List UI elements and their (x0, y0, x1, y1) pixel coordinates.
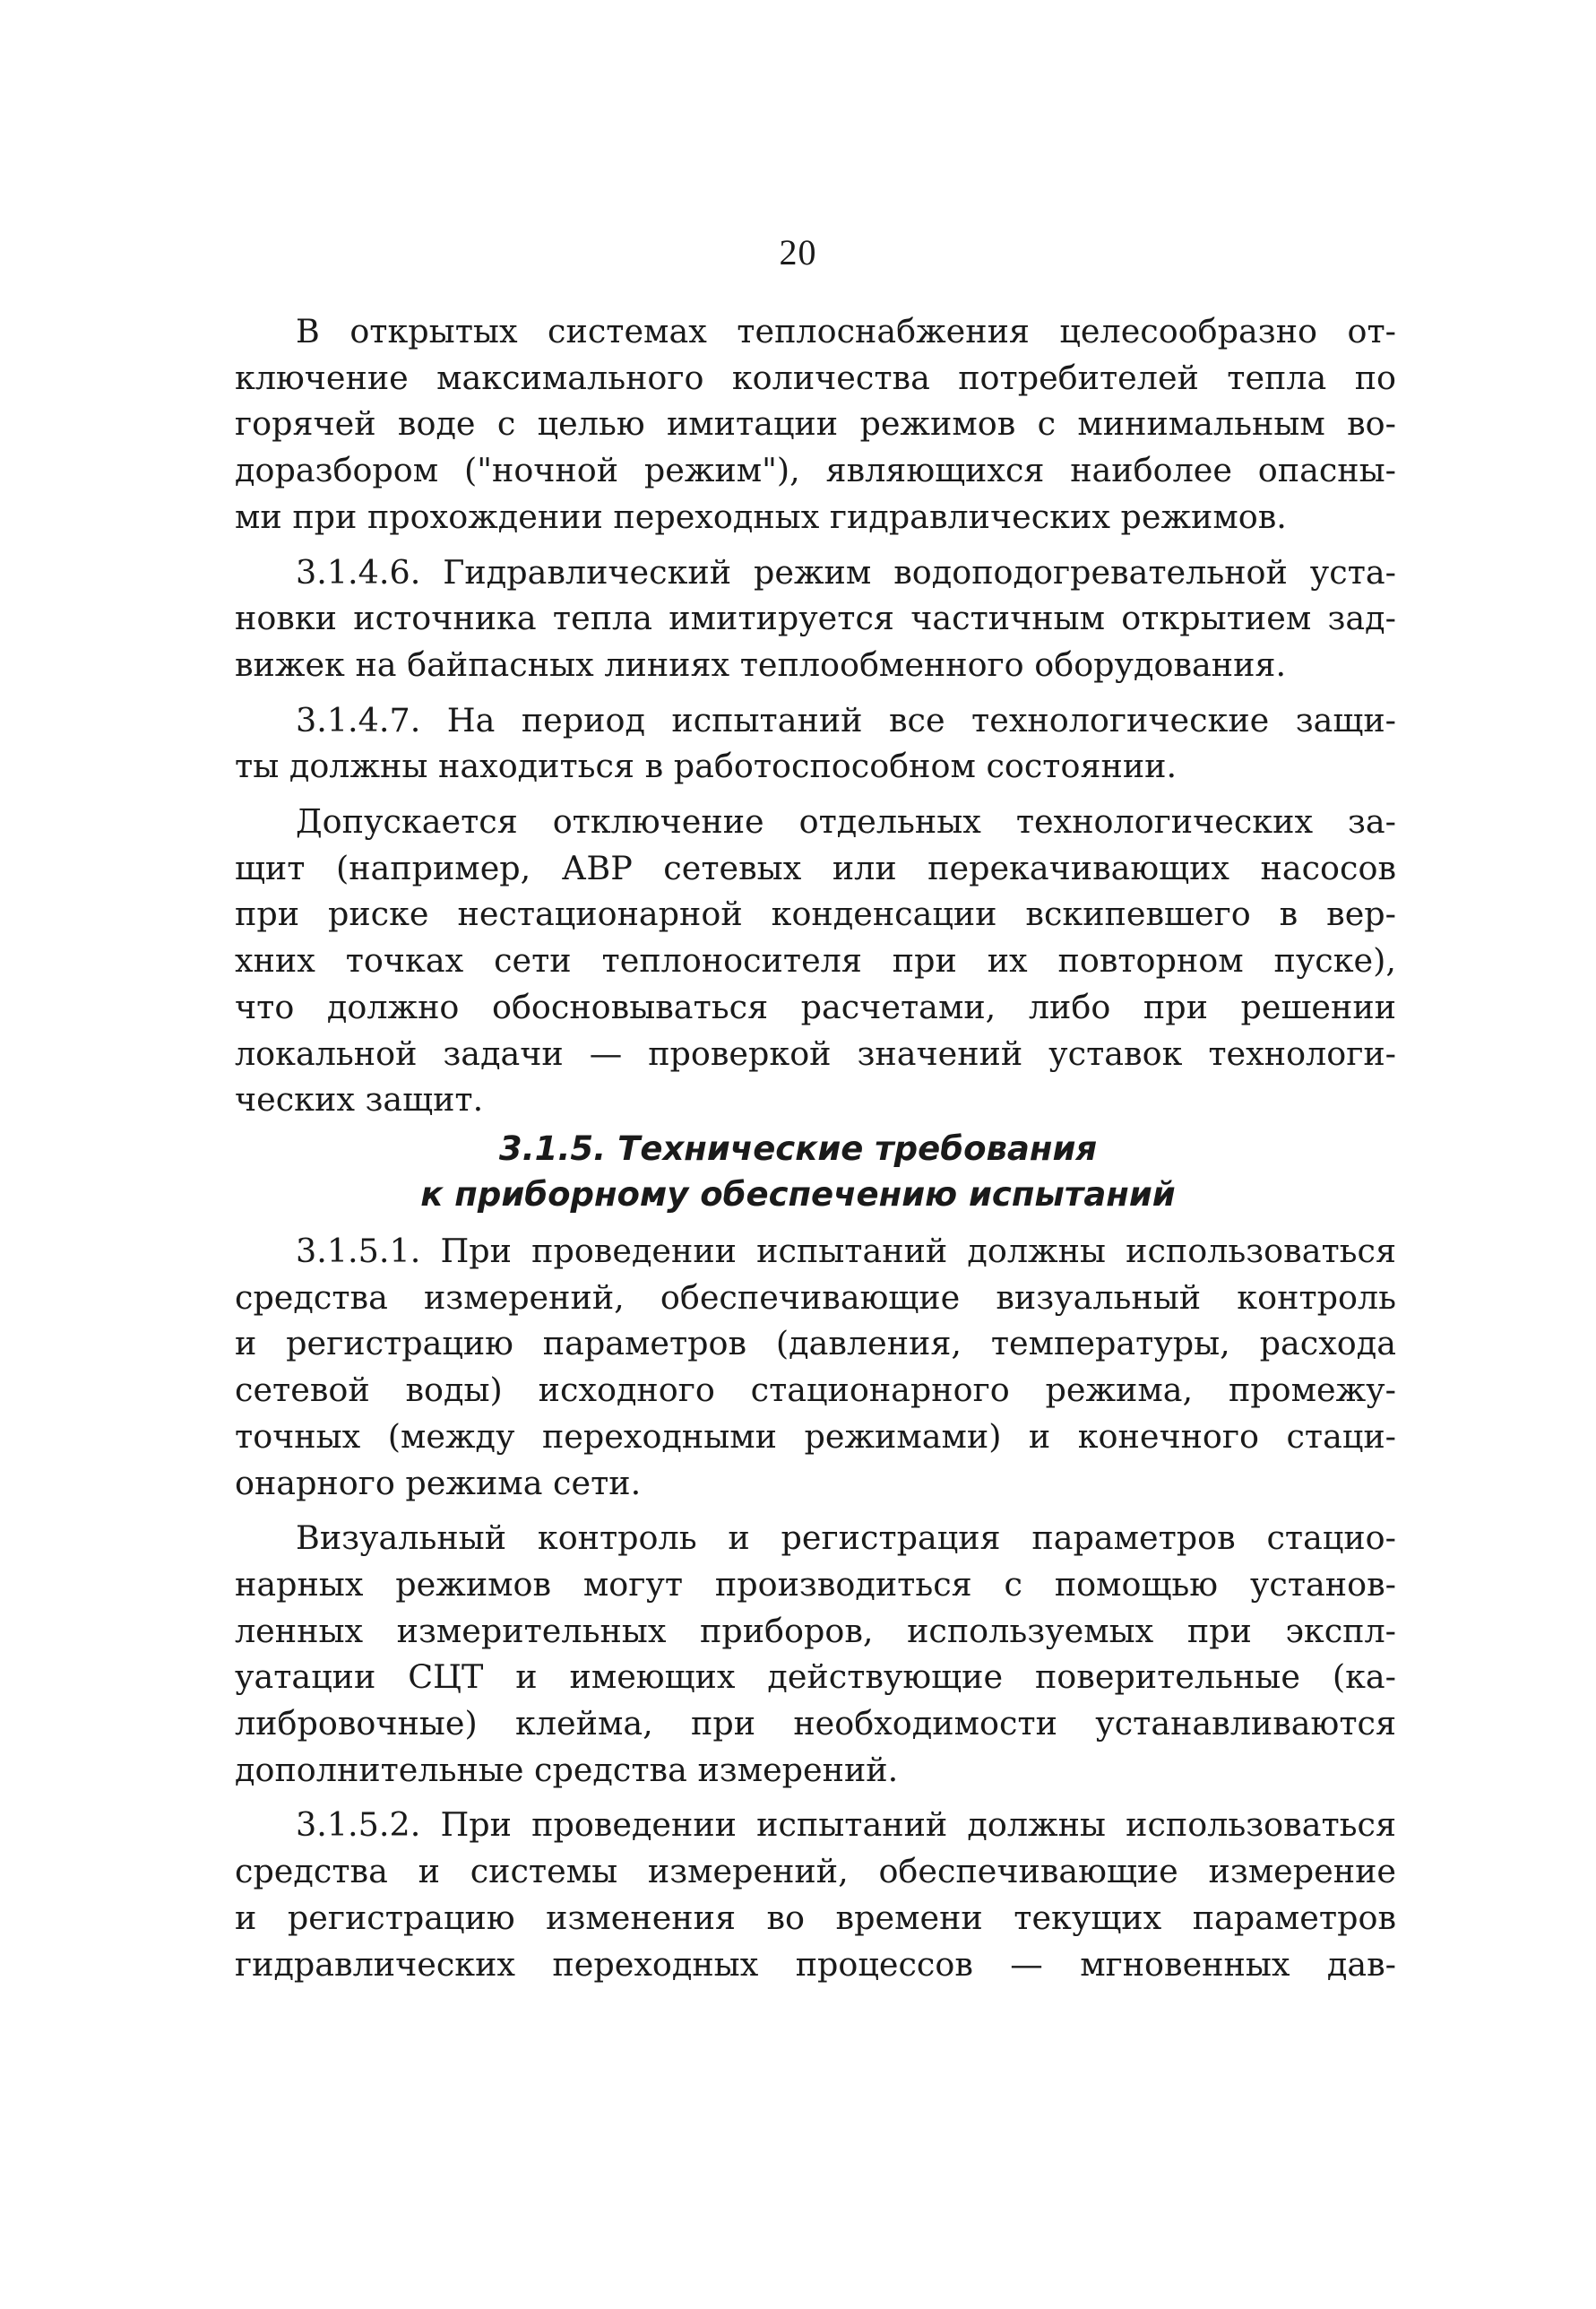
paragraph-3-1-5-1 (235, 1228, 1396, 1506)
section-heading-line: к приборному обеспечению испытаний (420, 1175, 1176, 1214)
section-heading (0, 1126, 1596, 1217)
text-line: что должно обосновываться расчетами, либо при решении (235, 987, 1396, 1026)
text-line: ключение максимального количества потребителей тепла по (235, 358, 1396, 397)
text-line: Визуальный контроль и регистрация параметров стацио- (296, 1518, 1396, 1558)
text-line: при риске нестационарной конденсации вскипевшего в вер- (235, 895, 1396, 934)
text-block-1 (235, 308, 1396, 1123)
page-number: 20 (779, 232, 817, 272)
text-line: 3.1.5.1. При проведении испытаний должны использоваться (296, 1232, 1396, 1270)
text-line: 3.1.5.2. При проведении испытаний должны использоваться (296, 1805, 1396, 1845)
text-line: вижек на байпасных линиях теплообменного оборудования. (235, 644, 1287, 684)
text-line: гидравлических переходных процессов — мгновенных дав- (235, 1944, 1396, 1984)
paragraph-visual-control (235, 1515, 1396, 1793)
section-heading-line: 3.1.5. Технические требования (498, 1129, 1098, 1168)
paragraph-allowed-disconnection (235, 799, 1396, 1123)
paragraph-open-systems (235, 308, 1396, 540)
text-line: Допускается отключение отдельных технологических за- (296, 802, 1396, 842)
text-line: хних точках сети теплоносителя при их повторном пуске), (235, 941, 1396, 981)
text-line: и регистрацию изменения во времени текущих параметров (235, 1898, 1396, 1937)
text-line: нарных режимов могут производиться с помощью установ- (235, 1564, 1396, 1604)
text-line: горячей воде с целью имитации режимов с минимальным во- (235, 404, 1396, 444)
paragraph-3-1-4-6 (235, 549, 1396, 688)
paragraph-3-1-5-2 (235, 1802, 1396, 1987)
text-line: ленных измерительных приборов, используемых при экспл- (235, 1611, 1396, 1650)
text-line: доразбором ("ночной режим"), являющихся наиболее опасны- (235, 451, 1396, 490)
text-line: локальной задачи — проверкой значений уставок технологи- (235, 1033, 1396, 1073)
text-line: точных (между переходными режимами) и конечного стаци- (235, 1416, 1396, 1456)
text-line: средства и системы измерений, обеспечивающие измерение (235, 1852, 1396, 1891)
text-line: ты должны находиться в работоспособном состоянии. (235, 747, 1178, 786)
text-line: В открытых системах теплоснабжения целесообразно от- (296, 312, 1396, 350)
text-line: и регистрацию параметров (давления, температуры, расхода (235, 1324, 1396, 1363)
text-line: либровочные) клейма, при необходимости устанавливаются (235, 1704, 1396, 1743)
text-line: дополнительные средства измерений. (235, 1750, 899, 1789)
text-line: 3.1.4.6. Гидравлический режим водоподогревательной уста- (296, 552, 1396, 592)
text-line: щит (например, АВР сетевых или перекачивающих насосов (235, 848, 1396, 887)
text-line: 3.1.4.7. На период испытаний все технологические защи- (296, 700, 1396, 739)
text-line: ческих защит. (235, 1080, 484, 1120)
text-line: ми при прохождении переходных гидравлических режимов. (235, 497, 1287, 536)
text-line: средства измерений, обеспечивающие визуальный контроль (235, 1277, 1396, 1317)
text-line: новки источника тепла имитируется частичным открытием зад- (235, 599, 1396, 638)
text-line: онарного режима сети. (235, 1463, 642, 1502)
text-block-2 (235, 1228, 1396, 1987)
paragraph-3-1-4-7 (235, 697, 1396, 790)
text-line: уатации СЦТ и имеющих действующие поверительные (ка- (235, 1657, 1396, 1697)
text-line: сетевой воды) исходного стационарного режима, промежу- (235, 1371, 1396, 1410)
